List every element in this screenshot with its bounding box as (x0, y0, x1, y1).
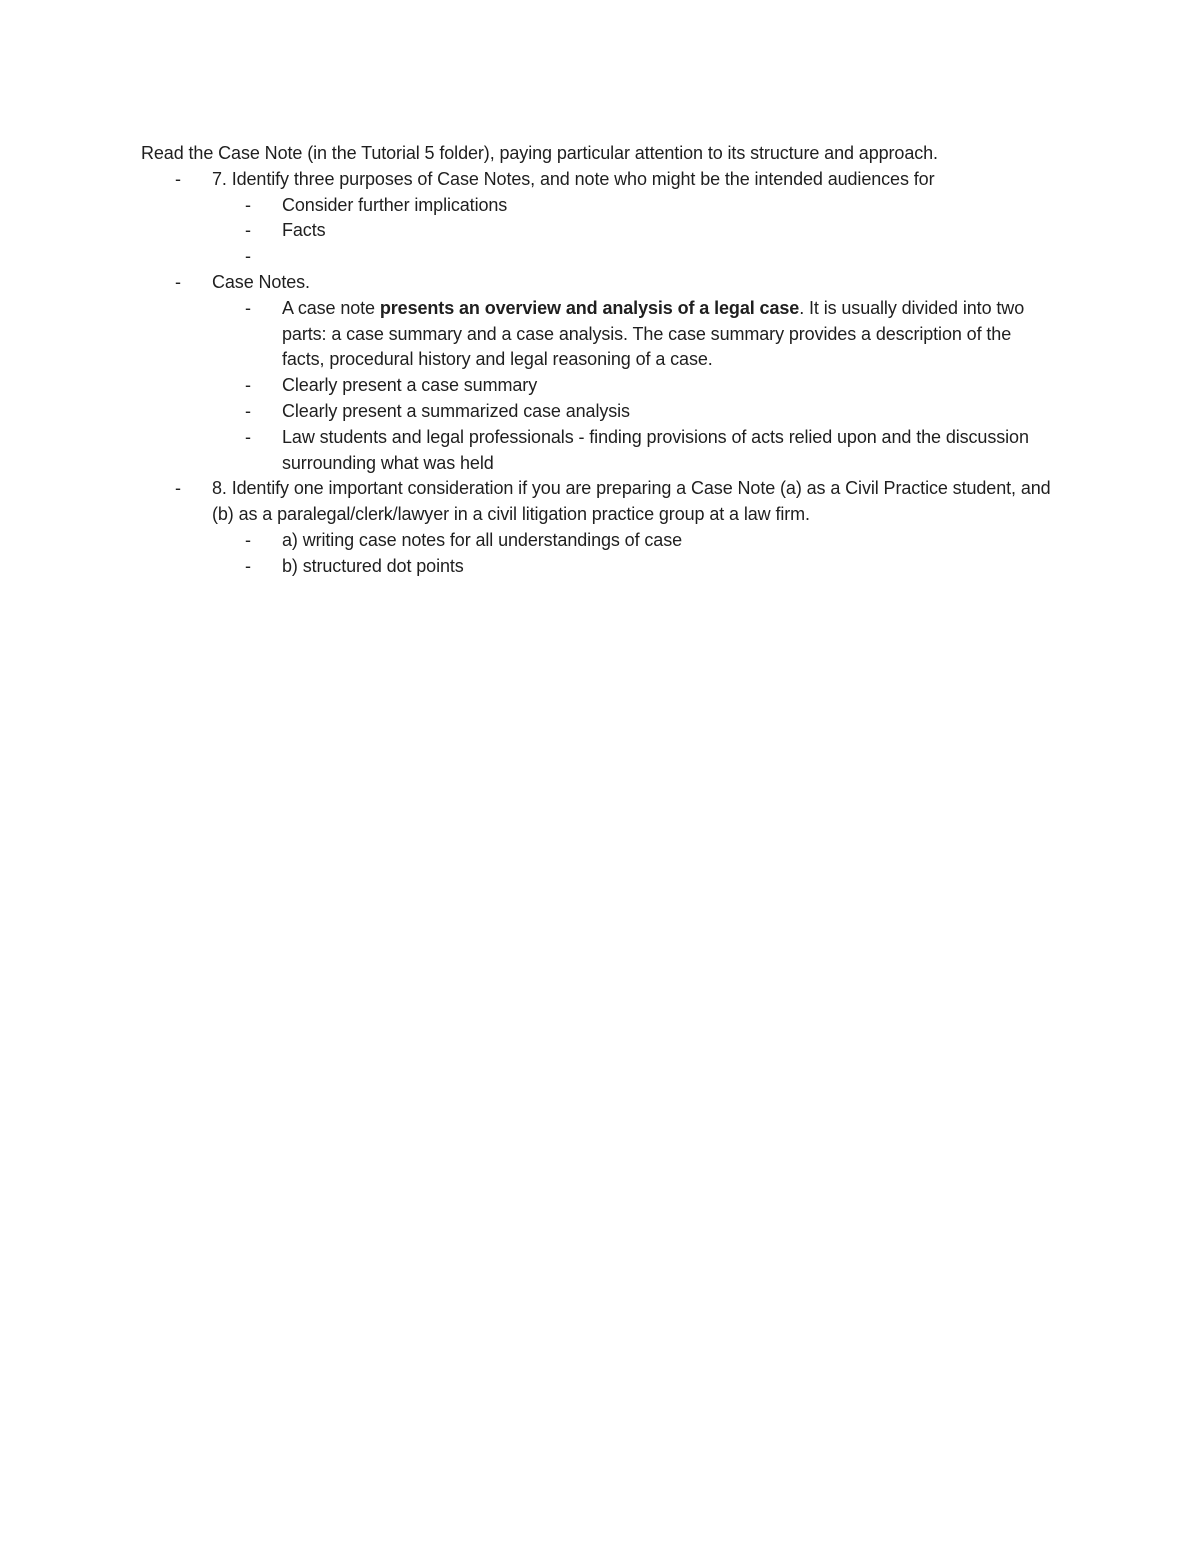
definition-suffix: . It is usually divided into two parts: a case summary and a case analysis. The case summary provides a description of the facts, procedural history and legal reasoning of a case. (282, 297, 1025, 370)
case-notes-text: Case Notes. (212, 271, 310, 292)
bullet-dash: - (245, 220, 251, 241)
bullet-dash: - (245, 555, 251, 576)
question-7-answer (141, 218, 1032, 244)
bullet-dash: - (245, 400, 251, 421)
bullet-dash: - (245, 194, 251, 215)
bullet-dash: - (245, 297, 251, 318)
answer-text: Consider further implications (282, 194, 508, 215)
answer-text: a) writing case notes for all understandings of case (282, 529, 683, 550)
question-7-text: 7. Identify three purposes of Case Notes, and note who might be the intended audiences for (212, 168, 935, 189)
bullet-dash: - (245, 246, 251, 267)
bullet-dash: - (245, 529, 251, 550)
answer-text: b) structured dot points (282, 555, 464, 576)
intro-paragraph: Read the Case Note (in the Tutorial 5 folder), paying particular attention to its structure and approach. (141, 143, 938, 163)
question-7-answer-empty (141, 244, 1032, 270)
bullet-dash: - (245, 426, 251, 447)
question-7-answer (141, 193, 1032, 219)
question-8-item (141, 476, 1052, 528)
question-8-answer (141, 554, 1032, 580)
bullet-dash: - (175, 168, 181, 189)
question-7-item (141, 167, 1052, 193)
question-8-answer (141, 528, 1032, 554)
answer-text: Facts (282, 220, 326, 241)
document-body (141, 141, 1061, 580)
case-notes-point (141, 425, 1032, 477)
question-8-text: 8. Identify one important consideration if you are preparing a Case Note (a) as a Civil Practice student, and (b) as a paralegal/clerk/lawyer in a civil litigation practice group at a law firm. (212, 478, 1051, 525)
bullet-dash: - (245, 375, 251, 396)
case-notes-point (141, 399, 1032, 425)
case-notes-item (141, 270, 1052, 296)
bullet-dash: - (175, 478, 181, 499)
definition-bold: presents an overview and analysis of a legal case (379, 297, 800, 318)
case-note-definition (141, 296, 1032, 373)
point-text: Clearly present a summarized case analysis (282, 400, 630, 421)
case-notes-point (141, 373, 1032, 399)
definition-prefix: A case note (282, 297, 380, 318)
point-text: Law students and legal professionals - finding provisions of acts relied upon and the discussion surrounding what was held (282, 426, 1029, 473)
point-text: Clearly present a case summary (282, 375, 538, 396)
bullet-dash: - (175, 271, 181, 292)
